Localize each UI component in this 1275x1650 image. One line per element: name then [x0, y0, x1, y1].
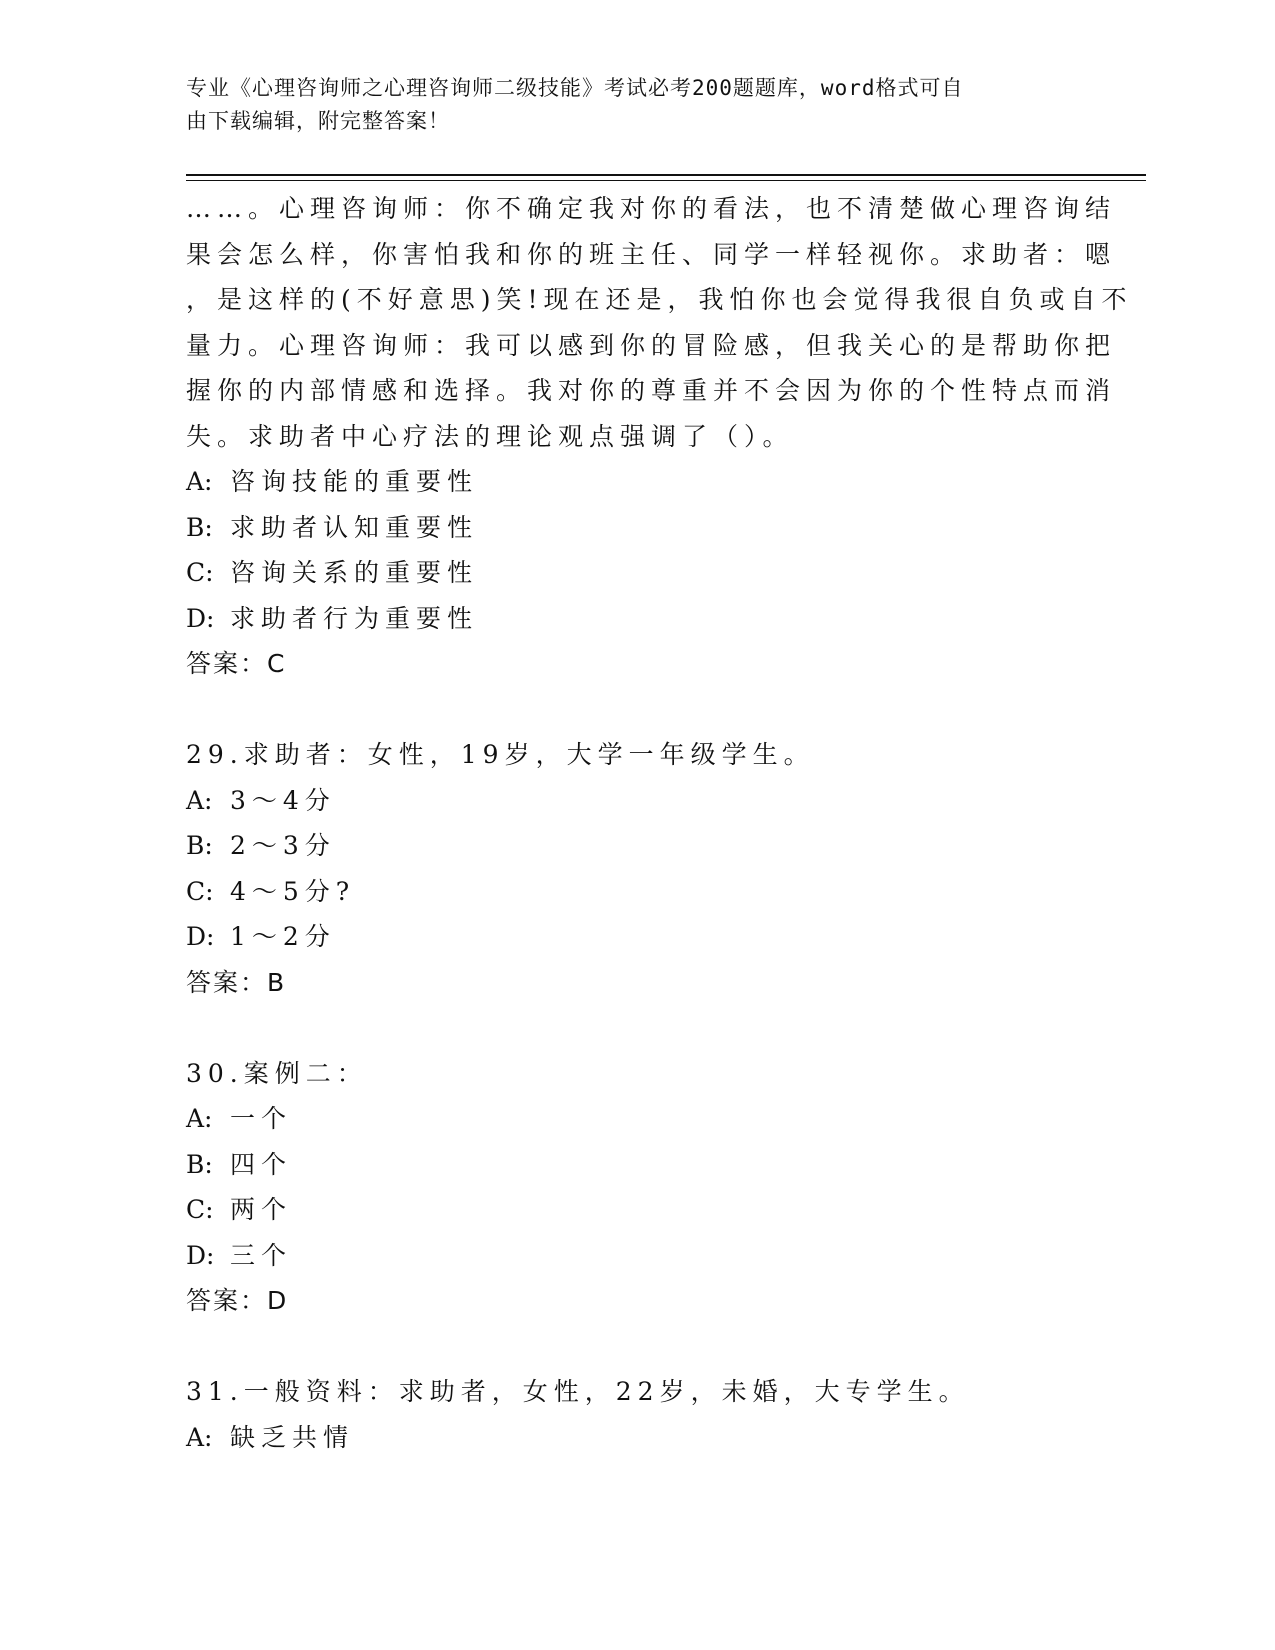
option-b: [186, 1142, 1086, 1188]
question-30: [186, 1051, 1086, 1324]
option-key: B:: [186, 831, 213, 860]
option-d: [186, 914, 1086, 960]
question-stem-line: ，是这样的(不好意思)笑!现在还是，我怕你也会觉得我很自负或自不: [186, 285, 1133, 314]
question-stem-line: 握你的内部情感和选择。我对你的尊重并不会因为你的个性特点而消: [186, 376, 1117, 405]
question-28: [186, 186, 1133, 687]
spacer: [186, 1324, 1086, 1370]
option-b: [186, 823, 1086, 869]
question-stem-line: 失。求助者中心疗法的理论观点强调了（）。: [186, 421, 794, 451]
option-text: 四个: [230, 1149, 293, 1179]
option-c: [186, 1187, 1086, 1233]
option-b: [186, 505, 1086, 551]
answer-line: 答案：B: [186, 967, 287, 997]
option-c: [186, 550, 1086, 596]
header-line-1: 专业《心理咨询师之心理咨询师二级技能》考试必考200题题库，word格式可自: [186, 76, 964, 100]
option-text: 求助者行为重要性: [230, 603, 479, 633]
question-29: [186, 732, 1086, 1005]
option-key: B:: [186, 1149, 213, 1179]
question-stem: 30.案例二：: [186, 1058, 368, 1088]
question-31: [186, 1369, 1086, 1460]
option-a: [186, 1096, 1086, 1142]
option-key: A:: [186, 785, 213, 815]
option-key: A:: [186, 467, 213, 496]
option-d: [186, 596, 1086, 642]
option-key: C:: [186, 1195, 214, 1224]
document-body: [186, 186, 1133, 1460]
option-key: A:: [186, 1422, 213, 1452]
answer-line: 答案：D: [186, 1286, 289, 1315]
question-stem-line: ……。心理咨询师：你不确定我对你的看法，也不清楚做心理咨询结: [186, 194, 1117, 223]
header-line-2: 由下载编辑，附完整答案！: [186, 109, 450, 133]
option-text: 3～4分: [230, 785, 336, 815]
spacer: [186, 1005, 1086, 1051]
option-text: 2～3分: [230, 831, 336, 860]
header-rule-thick: [186, 174, 1146, 176]
option-key: A:: [186, 1104, 213, 1133]
option-key: D:: [186, 1240, 215, 1270]
header-rule-thin: [186, 180, 1146, 181]
option-d: [186, 1233, 1086, 1279]
question-stem: 29.求助者：女性，19岁，大学一年级学生。: [186, 740, 815, 769]
question-stem-line: 果会怎么样，你害怕我和你的班主任、同学一样轻视你。求助者：嗯: [186, 239, 1117, 269]
option-key: D:: [186, 922, 215, 951]
option-text: 1～2分: [230, 922, 336, 951]
option-key: C:: [186, 558, 214, 587]
option-text: 求助者认知重要性: [230, 512, 479, 542]
option-text: 三个: [230, 1240, 293, 1270]
option-a: [186, 459, 1086, 505]
option-text: 缺乏共情: [230, 1422, 355, 1452]
option-text: 一个: [230, 1104, 293, 1133]
spacer: [186, 687, 1086, 733]
option-key: C:: [186, 876, 214, 906]
question-stem: 31.一般资料：求助者，女性，22岁，未婚，大专学生。: [186, 1377, 970, 1406]
option-text: 4～5分?: [230, 876, 356, 906]
option-key: D:: [186, 603, 215, 633]
option-key: B:: [186, 512, 213, 542]
option-a: [186, 778, 1086, 824]
option-text: 咨询技能的重要性: [230, 467, 479, 496]
answer-line: 答案：C: [186, 649, 287, 678]
option-text: 两个: [230, 1195, 293, 1224]
document-header: [186, 72, 1066, 138]
option-a: [186, 1415, 1086, 1461]
option-c: [186, 869, 1086, 915]
option-text: 咨询关系的重要性: [230, 558, 479, 587]
question-stem-line: 量力。心理咨询师：我可以感到你的冒险感，但我关心的是帮助你把: [186, 330, 1117, 360]
